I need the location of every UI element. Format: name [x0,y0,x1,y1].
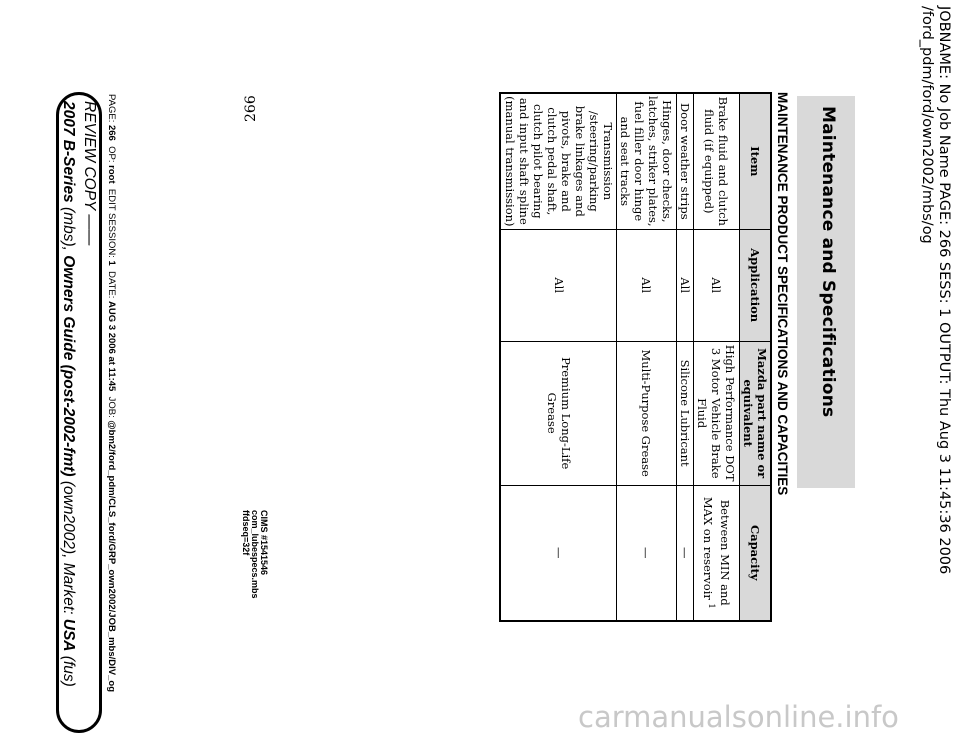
review-copy-text [58,101,100,687]
session-page-value: 266 [106,124,117,141]
cims-block [241,510,268,599]
session-page-label: PAGE: [106,94,117,123]
footnote-ref: 1 [706,603,716,609]
cims-line3: ffdseq=32f [241,510,251,556]
market-name: USA [60,618,77,652]
cell-part: High Performance DOT 3 Motor Vehicle Brake Fluid [694,341,740,485]
cell-capacity [694,485,740,621]
table-row [501,93,617,621]
col-header-capacity: Capacity [740,485,772,621]
cell-application: All [677,229,694,341]
cims-line2: com_lubespecs.mbs [250,510,260,599]
model-name: 2007 B-Series [60,101,77,203]
page-number: 266 [243,95,259,122]
job-info-line1: JOBNAME: No Job Name PAGE: 266 SESS: 1 OUTPUT: Thu Aug 3 11:45:36 2006 [936,6,952,575]
cell-capacity: — [617,485,677,621]
model-code: (mbs), [60,207,77,251]
cell-capacity: — [501,485,617,621]
cell-part: Multi-Purpose Grease [617,341,677,485]
session-op-value: root [106,165,117,184]
job-info-line2: /ford_pdm/ford/own2002/mbs/og [919,6,935,244]
col-header-application: Application [740,229,772,341]
cell-application: All [617,229,677,341]
cims-line1: CIMS #1541546 [259,510,269,576]
session-edit-label: EDIT SESSION: [106,188,117,258]
market-label: Market: [60,562,77,615]
capacity-text: Between MIN and MAX on reservoir [701,496,732,606]
session-date-value: AUG 3 2006 at 11:45 [106,301,117,392]
review-line1: REVIEW COPY —— [81,101,98,246]
table-header-row [740,93,772,621]
cell-item: Door weather strips [677,93,694,229]
table-row [677,93,694,621]
main-content [500,92,791,609]
session-date-label: DATE: [106,271,117,299]
job-info [918,6,952,574]
watermark: carmanualsonline.info [578,700,899,734]
col-header-item: Item [740,93,772,229]
spec-table [500,92,773,622]
review-line2 [58,101,79,687]
cell-capacity: — [677,485,694,621]
cell-application: All [501,229,617,341]
session-info [106,94,117,692]
cell-item: Hinges, door checks, latches, striker plates, fuel filler door hinge and seat tracks [617,93,677,229]
session-edit-value: 1 [106,260,117,266]
session-op-label: OP: [106,146,117,163]
session-job-value: @bm2/ford_pdm/CLS_ford/GRP_own2002/JOB_mbs/DIV_og [106,420,117,692]
chapter-tab-title: Maintenance and Specifications [818,106,838,418]
guide-code: (own2002), [60,480,77,559]
col-header-part: Mazda part name or equivalent [740,341,772,485]
session-job-label: JOB: [106,396,117,418]
cell-item: Brake fluid and clutch fluid (if equipped) [694,93,740,229]
section-title: MAINTENANCE PRODUCT SPECIFICATIONS AND CAPACITIES [775,92,790,496]
cell-part: Silicone Lubricant [677,341,694,485]
cell-application: All [694,229,740,341]
cell-item: Transmission /steering/parking brake linkages and pivots, brake and clutch pedal shaft, clutch pilot bearing and input shaft spline (manual transmission) [501,93,617,229]
table-row [694,93,740,621]
market-code: (fus) [60,655,77,687]
guide-name: Owners Guide (post-2002-fmt) [60,255,77,477]
table-row [617,93,677,621]
cell-part: Premium Long-Life Grease [501,341,617,485]
